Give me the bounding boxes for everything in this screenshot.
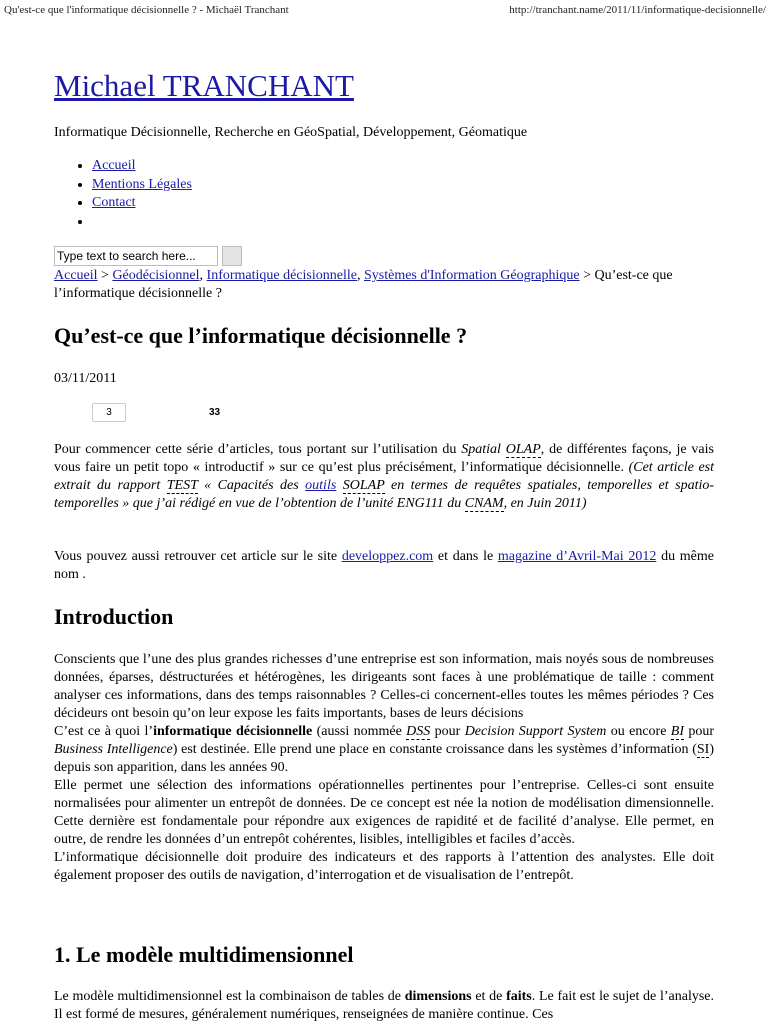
abbr-solap: SOLAP: [342, 478, 385, 493]
breadcrumb-current: > Qu’est-ce que l’informatique décisionnelle ?: [54, 268, 673, 301]
text-run: et dans le: [433, 549, 498, 564]
text-run: Vous pouvez aussi retrouver cet article sur le site: [54, 549, 342, 564]
breadcrumb-separator: >: [97, 268, 113, 283]
heading-introduction: Introduction: [54, 604, 174, 629]
text-run: et de: [471, 989, 507, 1004]
site-title: [54, 68, 354, 104]
text-run: . Le fait est le sujet de l’analyse. Il est formé de mesures, généralement numériques, renseignées de manière continue. Ces: [54, 989, 715, 1022]
print-page-url: http://tranchant.name/2011/11/informatique-decisionnelle/: [509, 4, 766, 16]
abbr-dss: DSS: [406, 724, 431, 739]
text-run: Conscients que l’une des plus grandes richesses d’une entreprise est son information, mais noyés sous de nombreuses données, éparses, déstructurées et hétérogènes, les dirigeants sont faces à une problématique de taille : comment analyser ces informations, dans des temps raisonnables ? Celles-ci concernent-elles toutes les mêmes périodes ? Ces décideurs ont besoin qu’on leur expose les faits importants, bases de leurs décisions: [54, 652, 714, 721]
introduction-body: [54, 651, 714, 885]
post-title: Qu’est-ce que l’informatique décisionnelle ?: [54, 323, 468, 348]
text-run: Elle permet une sélection des informations opérationnelles pertinentes pour l’entreprise. Celles-ci sont ensuite normalisées pour alimenter un entrepôt de données. De ce concept est née la notion de modélisation dimensionnelle. Cette dernière est fondamentale pour répondre aux exigences de rapidité et de facilité d’analyse. Elle permet, en outre, de rendre les données d’un entrepôt cohérentes, lisibles, intelligibles et faciles d’accès.: [54, 778, 714, 847]
text-run: , de différentes façons, je vais vous faire un petit topo « introductif » sur ce qu’est plus précisément, l’informatique décisionnelle.: [54, 442, 714, 475]
abbr-test: TEST: [166, 478, 198, 493]
breadcrumb: [54, 267, 714, 303]
link-magazine[interactable]: magazine d’Avril-Mai 2012: [497, 549, 657, 564]
text-run-bold: faits: [506, 989, 532, 1004]
text-run: du même nom .: [54, 549, 714, 582]
link-outils[interactable]: outils: [305, 478, 337, 493]
text-run: ) est destinée. Elle prend une place en constante croissance dans les systèmes d’information (: [172, 742, 697, 757]
share-count-badge[interactable]: 3: [92, 403, 126, 422]
abbr-bi: BI: [670, 724, 684, 739]
menu-item-accueil: [92, 157, 192, 176]
abbr-olap: OLAP: [505, 442, 541, 457]
search-input[interactable]: [54, 246, 218, 266]
text-run-italic: Decision Support System: [464, 724, 607, 739]
heading-modele-multidimensionnel: 1. Le modèle multidimensionnel: [54, 942, 354, 967]
text-run-italic: (Cet article est extrait du rapport: [54, 460, 714, 493]
text-run: Le modèle multidimensionnel est la combinaison de tables de: [54, 989, 405, 1004]
menu-link-accueil[interactable]: Accueil: [92, 158, 136, 173]
share-count-label: 33: [209, 407, 221, 418]
text-run: ) depuis son apparition, dans les années 90.: [54, 742, 714, 775]
menu-link-contact[interactable]: Contact: [92, 195, 136, 210]
text-run: pour: [684, 724, 715, 739]
abbr-si: SI: [696, 742, 710, 757]
text-run: ou encore: [606, 724, 671, 739]
text-run-italic: « Capacités des: [197, 478, 306, 493]
link-developpez[interactable]: developpez.com: [341, 549, 434, 564]
main-menu: [54, 157, 192, 231]
breadcrumb-category-geodecisionnel[interactable]: Géodécisionnel: [112, 268, 200, 283]
post-date: 03/11/2011: [54, 371, 117, 386]
text-run-italic: en termes de requêtes spatiales, temporelles et spatio-temporelles » que j’ai rédigé en vue de l’obtention de l’unité ENG111 du: [54, 478, 715, 511]
source-paragraph: [54, 548, 714, 584]
text-run: Pour commencer cette série d’articles, tous portant sur l’utilisation du: [54, 442, 462, 457]
site-tagline: Informatique Décisionnelle, Recherche en GéoSpatial, Développement, Géomatique: [54, 125, 528, 140]
breadcrumb-category-sig[interactable]: Systèmes d'Information Géographique: [363, 268, 580, 283]
text-run-italic: Spatial: [461, 442, 506, 457]
modele-body: [54, 988, 714, 1024]
text-run: pour: [430, 724, 465, 739]
site-title-link[interactable]: Michael TRANCHANT: [54, 68, 354, 103]
abbr-cnam: CNAM: [464, 496, 504, 511]
text-run-italic: Business Intelligence: [54, 742, 173, 757]
menu-item-contact: [92, 194, 192, 213]
print-page-title: Qu'est-ce que l'informatique décisionnelle ? - Michaël Tranchant: [4, 4, 289, 16]
text-run: (aussi nommée: [312, 724, 407, 739]
text-run: L’informatique décisionnelle doit produire des indicateurs et des rapports à l’attention des analystes. Elle doit également proposer des outils de navigation, d’interrogation et de visualisation de l’entrepôt.: [54, 850, 714, 883]
breadcrumb-home-link[interactable]: Accueil: [54, 268, 98, 283]
menu-item-mentions-legales: [92, 176, 192, 195]
text-run-italic: , en Juin 2011): [503, 496, 587, 511]
text-run-bold: informatique décisionnelle: [153, 724, 313, 739]
breadcrumb-category-informatique-decisionnelle[interactable]: Informatique décisionnelle: [206, 268, 357, 283]
print-header: [0, 0, 768, 18]
breadcrumb-comma: ,: [356, 268, 364, 283]
intro-paragraph: [54, 441, 714, 513]
menu-link-mentions-legales[interactable]: Mentions Légales: [92, 176, 192, 192]
menu-item-empty: [92, 213, 192, 232]
text-run-bold: dimensions: [404, 989, 472, 1004]
breadcrumb-comma: ,: [199, 268, 207, 283]
search-button[interactable]: [222, 246, 242, 266]
text-run: C’est ce à quoi l’: [54, 724, 154, 739]
